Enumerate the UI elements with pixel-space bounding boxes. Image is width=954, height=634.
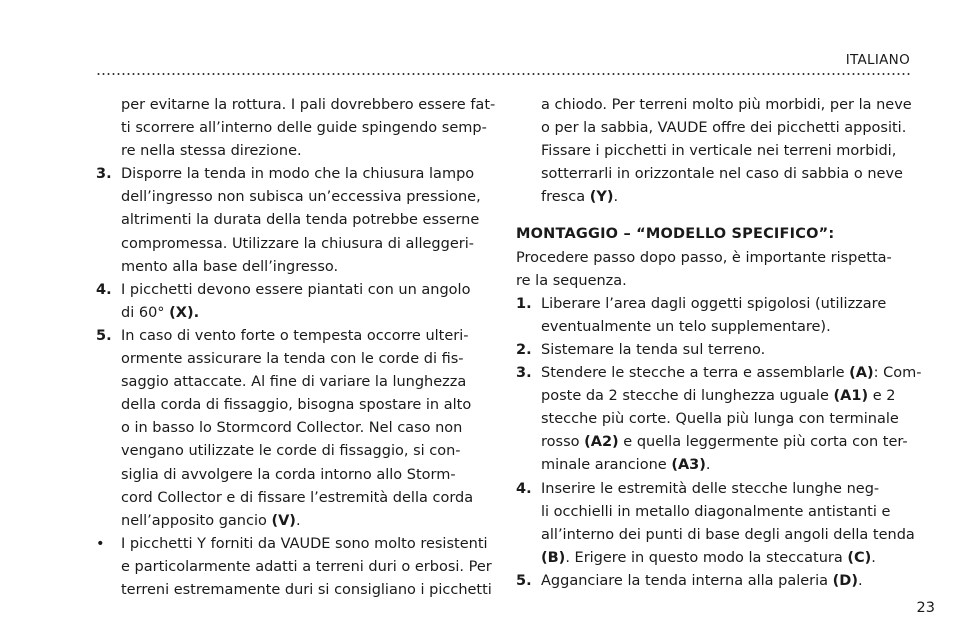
text-line bbox=[541, 547, 912, 570]
text-segment: . bbox=[857, 572, 863, 589]
bullet-item bbox=[96, 533, 492, 602]
text-line: della corda di fissaggio, bisogna spostare in alto bbox=[121, 397, 472, 414]
text-line bbox=[541, 570, 912, 593]
text-line bbox=[121, 302, 488, 325]
text-segment: poste da 2 stecche di lunghezza uguale bbox=[541, 388, 834, 405]
list-item-5 bbox=[96, 325, 488, 533]
text-line: eventualmente un telo supplementare). bbox=[541, 318, 831, 335]
text-line: dell’ingresso non subisca un’eccessiva pressione, bbox=[121, 189, 481, 206]
text-line: mento alla base dell’ingresso. bbox=[121, 258, 339, 275]
text-line: compromessa. Utilizzare la chiusura di alleggeri- bbox=[121, 235, 474, 252]
figure-reference: (A) bbox=[849, 365, 874, 382]
text-line: sotterrarli in orizzontale nel caso di sabbia o neve bbox=[541, 166, 903, 183]
list-number: 4. bbox=[96, 281, 112, 298]
text-line: o in basso lo Stormcord Collector. Nel caso non bbox=[121, 420, 463, 437]
text-line bbox=[121, 510, 488, 533]
text-segment: e quella leggermente più corta con ter- bbox=[618, 434, 908, 451]
left-column bbox=[96, 94, 496, 602]
text-segment: fresca bbox=[541, 189, 586, 206]
text-line: all’interno dei punti di base degli angoli della tenda bbox=[541, 526, 915, 543]
figure-reference: (A3) bbox=[671, 457, 706, 474]
text-line bbox=[541, 385, 912, 408]
text-segment: . Erigere in questo modo la steccatura bbox=[565, 549, 848, 566]
figure-reference: (B) bbox=[541, 549, 566, 566]
text-segment: di 60° bbox=[121, 304, 165, 321]
page-number: 23 bbox=[916, 600, 935, 616]
text-line: I picchetti Y forniti da VAUDE sono molto resistenti bbox=[121, 535, 488, 552]
text-segment: . bbox=[705, 457, 711, 474]
step-5 bbox=[516, 570, 912, 593]
list-number: 3. bbox=[96, 166, 112, 183]
list-item-3 bbox=[96, 163, 488, 278]
continued-paragraph bbox=[516, 94, 912, 209]
text-line: In caso di vento forte o tempesta occorre ulteri- bbox=[121, 327, 469, 344]
text-line: saggio attaccate. Al fine di variare la lunghezza bbox=[121, 374, 467, 391]
text-line bbox=[541, 362, 922, 385]
text-line: per evitarne la rottura. I pali dovrebbero essere fat- bbox=[121, 97, 496, 113]
text-line: Procedere passo dopo passo, è importante rispetta- bbox=[516, 249, 892, 266]
figure-reference: (Y) bbox=[589, 189, 614, 206]
text-line: Liberare l’area dagli oggetti spigolosi (utilizzare bbox=[541, 295, 887, 312]
text-segment: : Com- bbox=[873, 365, 922, 382]
text-line: cord Collector e di fissare l’estremità della corda bbox=[121, 489, 474, 506]
text-line: altrimenti la durata della tenda potrebbe esserne bbox=[121, 212, 480, 229]
right-column bbox=[516, 94, 922, 593]
text-line: e particolarmente adatti a terreni duri o erbosi. Per bbox=[121, 558, 492, 575]
spacer bbox=[516, 209, 912, 223]
text-segment: minale arancione bbox=[541, 457, 672, 474]
text-segment: nell’apposito gancio bbox=[121, 512, 267, 529]
figure-reference: (A2) bbox=[584, 434, 619, 451]
text-segment: . bbox=[295, 512, 301, 529]
text-line bbox=[516, 186, 912, 209]
language-label: ITALIANO bbox=[845, 52, 910, 68]
text-line: siglia di avvolgere la corda intorno allo Storm- bbox=[121, 466, 456, 483]
dotted-divider bbox=[96, 73, 910, 75]
text-segment: . bbox=[613, 189, 619, 206]
text-segment: Agganciare la tenda interna alla paleria bbox=[541, 572, 833, 589]
text-line: Inserire le estremità delle stecche lunghe neg- bbox=[541, 480, 880, 497]
figure-reference: (A1) bbox=[833, 388, 869, 405]
text-line: stecche più corte. Quella più lunga con terminale bbox=[541, 411, 899, 428]
list-number: 1. bbox=[516, 295, 532, 312]
list-number: 2. bbox=[516, 341, 532, 358]
intro-paragraph bbox=[516, 247, 912, 293]
list-number: 5. bbox=[96, 327, 112, 344]
step-2 bbox=[516, 339, 912, 362]
text-line bbox=[541, 431, 912, 454]
section-heading: MONTAGGIO – “MODELLO SPECIFICO”: bbox=[516, 226, 835, 243]
text-line: Sistemare la tenda sul terreno. bbox=[541, 341, 766, 358]
text-line: terreni estremamente duri si consigliano i picchetti bbox=[121, 581, 492, 598]
text-segment: Stendere le stecche a terra e assemblarle bbox=[541, 365, 850, 382]
text-line: vengano utilizzate le corde di fissaggio, si con- bbox=[121, 443, 461, 460]
text-line bbox=[541, 454, 912, 477]
text-line: re nella stessa direzione. bbox=[121, 143, 302, 160]
figure-reference: (X). bbox=[169, 304, 200, 321]
step-3 bbox=[516, 362, 922, 477]
figure-reference: (D) bbox=[832, 572, 858, 589]
figure-reference: (V) bbox=[271, 512, 296, 529]
step-4 bbox=[516, 478, 915, 570]
continued-paragraph bbox=[96, 94, 496, 163]
text-line: Fissare i picchetti in verticale nei terreni morbidi, bbox=[541, 143, 897, 160]
text-line: ormente assicurare la tenda con le corde di fis- bbox=[121, 351, 464, 368]
list-number: 5. bbox=[516, 572, 532, 589]
figure-reference: (C) bbox=[847, 549, 872, 566]
text-line: Disporre la tenda in modo che la chiusura lampo bbox=[121, 166, 475, 183]
text-line: ti scorrere all’interno delle guide spingendo semp- bbox=[121, 120, 487, 137]
step-1 bbox=[516, 293, 912, 339]
list-item-4 bbox=[96, 279, 488, 325]
text-segment: . bbox=[871, 549, 876, 566]
text-segment: e 2 bbox=[868, 388, 896, 405]
text-line: re la sequenza. bbox=[516, 272, 627, 289]
text-line: I picchetti devono essere piantati con un angolo bbox=[121, 281, 471, 298]
list-number: 4. bbox=[516, 480, 532, 497]
text-line: a chiodo. Per terreni molto più morbidi, per la neve bbox=[541, 97, 912, 113]
bullet-icon: • bbox=[96, 535, 105, 552]
text-line: li occhielli in metallo diagonalmente antistanti e bbox=[541, 503, 891, 520]
text-segment: rosso bbox=[541, 434, 585, 451]
list-number: 3. bbox=[516, 365, 532, 382]
text-line: o per la sabbia, VAUDE offre dei picchetti appositi. bbox=[541, 120, 907, 137]
